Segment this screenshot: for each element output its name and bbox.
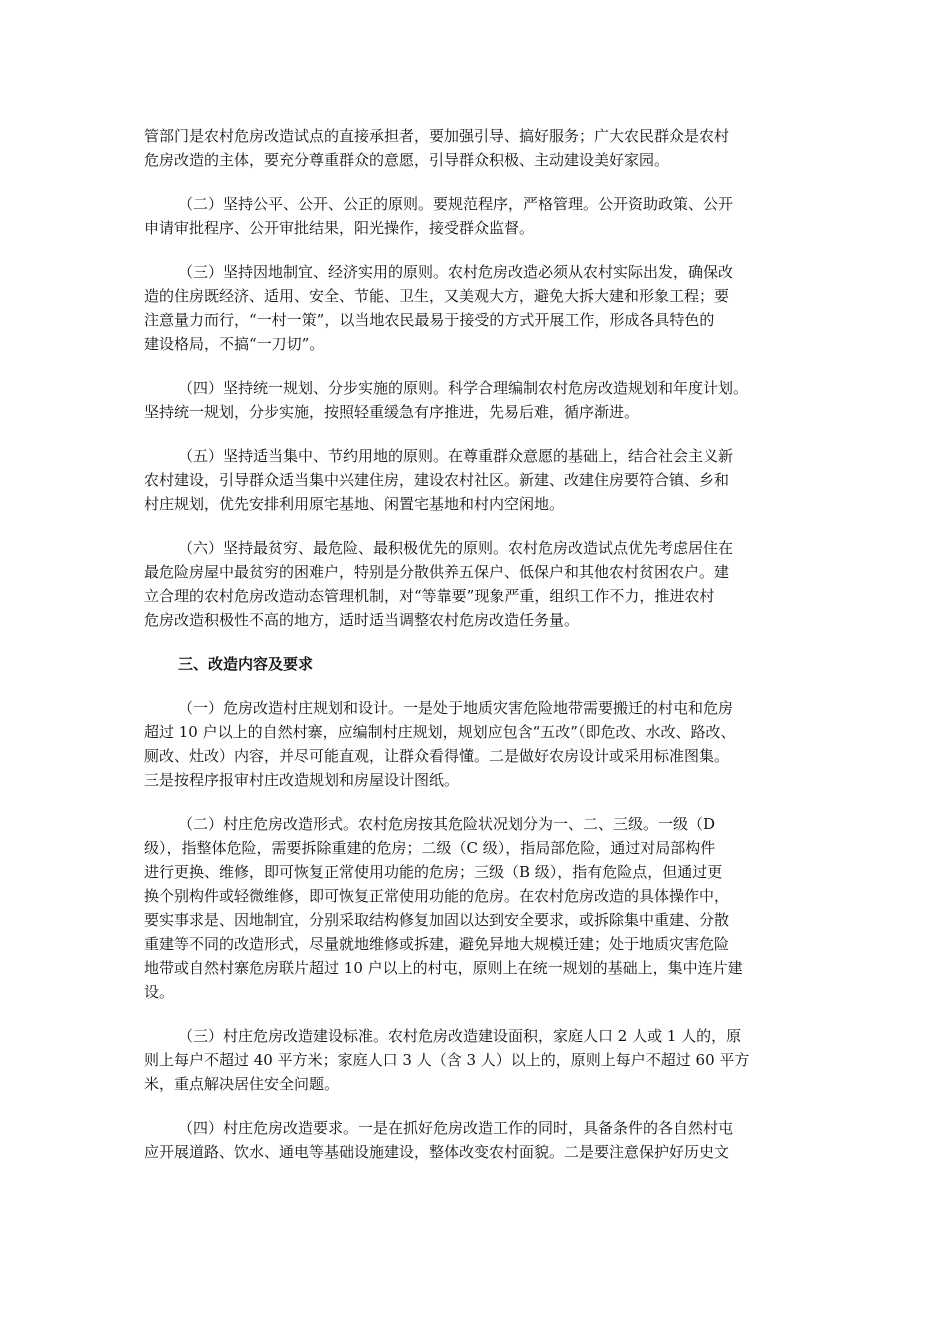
text-line: （二）村庄危房改造形式。农村危房按其危险状况划分为一、二、三级。一级（D xyxy=(178,815,716,833)
text-line: 最危险房屋中最贫穷的困难户，特别是分散供养五保户、低保户和其他农村贫困农户。建 xyxy=(144,563,730,581)
text-line: 要实事求是、因地制宜，分别采取结构修复加固以达到安全要求，或拆除集中重建、分散 xyxy=(144,911,730,929)
paragraph-requirement-3 xyxy=(144,1024,812,1096)
text-line: 则上每户不超过 40 平方米；家庭人口 3 人（含 3 人）以上的，原则上每户不超过 60 平方 xyxy=(144,1051,750,1069)
text-line: 建设格局，不搞“一刀切”。 xyxy=(144,335,325,353)
text-line: 立合理的农村危房改造动态管理机制，对“等靠要”现象严重，组织工作不力，推进农村 xyxy=(144,587,715,605)
text-line: 应开展道路、饮水、通电等基础设施建设，整体改变农村面貌。二是要注意保护好历史文 xyxy=(144,1143,730,1161)
paragraph-principle-6 xyxy=(144,536,812,632)
text-line: 申请审批程序、公开审批结果，阳光操作，接受群众监督。 xyxy=(144,219,535,237)
paragraph-principle-3 xyxy=(144,260,812,356)
text-line: 换个别构件或轻微维修，即可恢复正常使用功能的危房。在农村危房改造的具体操作中， xyxy=(144,887,730,905)
section-heading: 三、改造内容及要求 xyxy=(178,655,314,673)
paragraph-requirement-2 xyxy=(144,812,812,1004)
text-line: （三）坚持因地制宜、经济实用的原则。农村危房改造必须从农村实际出发，确保改 xyxy=(178,263,734,281)
text-line: 超过 10 户以上的自然村寨，应编制村庄规划，规划应包含“五改”（即危改、水改、路改、 xyxy=(144,723,736,741)
text-line: （四）村庄危房改造要求。一是在抓好危房改造工作的同时，具备条件的各自然村屯 xyxy=(178,1119,734,1137)
text-line: 村庄规划，优先安排利用原宅基地、闲置宅基地和村内空闲地。 xyxy=(144,495,565,513)
text-line: 管部门是农村危房改造试点的直接承担者，要加强引导、搞好服务；广大农民群众是农村 xyxy=(144,127,730,145)
text-line: 农村建设，引导群众适当集中兴建住房，建设农村社区。新建、改建住房要符合镇、乡和 xyxy=(144,471,730,489)
paragraph-requirement-1 xyxy=(144,696,812,792)
text-line: 米，重点解决居住安全问题。 xyxy=(144,1075,340,1093)
text-line: 造的住房既经济、适用、安全、节能、卫生，又美观大方，避免大拆大建和形象工程；要 xyxy=(144,287,730,305)
text-line: 设。 xyxy=(144,983,175,1001)
text-line: （一）危房改造村庄规划和设计。一是处于地质灾害危险地带需要搬迁的村屯和危房 xyxy=(178,699,734,717)
paragraph-principle-4 xyxy=(144,376,812,424)
text-line: （二）坚持公平、公开、公正的原则。要规范程序，严格管理。公开资助政策、公开 xyxy=(178,195,734,213)
text-line: 级），指整体危险，需要拆除重建的危房；二级（C 级），指局部危险，通过对局部构件 xyxy=(144,839,716,857)
text-line: （四）坚持统一规划、分步实施的原则。科学合理编制农村危房改造规划和年度计划。 xyxy=(178,379,749,397)
document-body xyxy=(144,124,812,1184)
paragraph-requirement-4 xyxy=(144,1116,812,1164)
paragraph-principle-2 xyxy=(144,192,812,240)
text-line: 注意量力而行，“一村一策”，以当地农民最易于接受的方式开展工作，形成各具特色的 xyxy=(144,311,715,329)
text-line: 三是按程序报审村庄改造规划和房屋设计图纸。 xyxy=(144,771,460,789)
text-line: （六）坚持最贫穷、最危险、最积极优先的原则。农村危房改造试点优先考虑居住在 xyxy=(178,539,734,557)
text-line: 进行更换、维修，即可恢复正常使用功能的危房；三级（B 级），指有危险点，但通过更 xyxy=(144,863,723,881)
text-line: （五）坚持适当集中、节约用地的原则。在尊重群众意愿的基础上，结合社会主义新 xyxy=(178,447,734,465)
text-line: 重建等不同的改造形式，尽量就地维修或拆建，避免异地大规模迁建；处于地质灾害危险 xyxy=(144,935,730,953)
paragraph-principle-5 xyxy=(144,444,812,516)
text-line: 危房改造的主体，要充分尊重群众的意愿，引导群众积极、主动建设美好家园。 xyxy=(144,151,670,169)
text-line: 危房改造积极性不高的地方，适时适当调整农村危房改造任务量。 xyxy=(144,611,580,629)
text-line: 地带或自然村寨危房联片超过 10 户以上的村屯，原则上在统一规划的基础上，集中连片建 xyxy=(144,959,743,977)
text-line: 厕改、灶改）内容，并尽可能直观，让群众看得懂。二是做好农房设计或采用标准图集。 xyxy=(144,747,730,765)
text-line: 坚持统一规划，分步实施，按照轻重缓急有序推进，先易后难，循序渐进。 xyxy=(144,403,640,421)
text-line: （三）村庄危房改造建设标准。农村危房改造建设面积，家庭人口 2 人或 1 人的，原 xyxy=(178,1027,742,1045)
paragraph-continuation xyxy=(144,124,812,172)
